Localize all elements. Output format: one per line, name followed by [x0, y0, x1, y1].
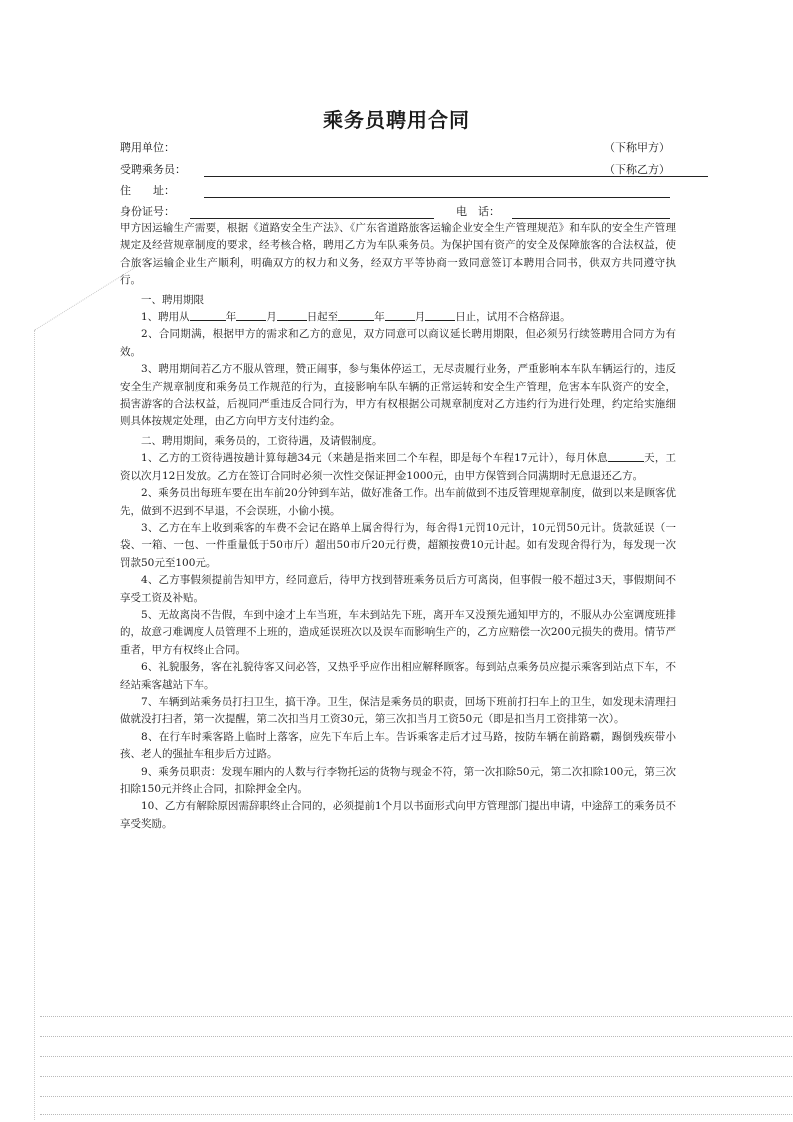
id-phone-field [120, 203, 670, 221]
clause-2-6: 6、礼貌服务，客在礼貌待客又问必答，又热乎乎应作出相应解释顾客。每到站点乘务员应提示乘客到站点下车，不经站乘客越站下车。 [120, 661, 676, 691]
dotted-line-1 [40, 1016, 793, 1017]
blank-end-month [385, 310, 415, 321]
blank-rest-days [608, 451, 644, 462]
clause-2-7: 7、车辆到站乘务员打扫卫生，搞干净。卫生，保洁是乘务员的职责，回场下班前打扫车上的卫生，如发现未清理扫做就没打扫者，第一次提醒，第二次扣当月工资30元，第三次扣当月工资50元（即是扣当月工资排第一次）。 [120, 695, 676, 726]
clause-2-5: 5、无故离岗不告假，车到中途才上车当班，车未到站先下班，离开车又没预先通知甲方的，不服从办公室调度班排的，故意刁难调度人员管理不上班的，造成延误班次以及误车而影响生产的，乙方应赔偿一次200元损失的费用。情节严重者，甲方有权终止合同。 [120, 608, 676, 656]
employer-field [120, 139, 670, 157]
clause-2-1: 1、乙方的工资待遇按趟计算每趟34元（来趟是指来回二个车程，即是每个车程17元计），每月休息 天，工资以次月12日发放。乙方在签订合同时必须一次性交保证押金1000元，由甲方保管到合同满期时无息退还乙方。 [120, 452, 677, 482]
dotted-line-6 [40, 1114, 793, 1115]
employer-note: （下称甲方） [604, 141, 670, 154]
clause-2-9: 9、乘务员职责：发现车厢内的人数与行李物托运的货物与现金不符，第一次扣除50元，第二次扣除100元，第三次扣除150元并终止合同，扣除押金全内。 [120, 765, 676, 795]
dotted-edge-left [34, 330, 35, 1120]
employee-label: 受聘乘务员： [120, 163, 186, 176]
phone-label: 电 话： [456, 205, 500, 218]
clause-1-1: 1、聘用从 年 月 日起至 年 月 日止，试用不合格辞退。 [141, 311, 571, 324]
address-blank-line [204, 197, 670, 198]
address-label: 住 址： [120, 184, 175, 197]
dotted-line-3 [40, 1056, 793, 1057]
employee-field [120, 161, 670, 179]
employer-label: 聘用单位： [120, 141, 175, 154]
blank-end-year [338, 310, 374, 321]
clause-2-10: 10、乙方有解除原因需辞职终止合同的，必须提前1个月以书面形式向甲方管理部门提出申请，中途辞工的乘务员不享受奖励。 [120, 800, 676, 830]
dotted-line-2 [40, 1036, 793, 1037]
dotted-line-5 [40, 1096, 793, 1097]
blank-start-month [236, 310, 266, 321]
phone-blank-line [512, 218, 670, 219]
id-label: 身份证号： [120, 205, 175, 218]
id-blank-line [190, 218, 434, 219]
clause-1-2: 2、合同期满，根据甲方的需求和乙方的意见，双方同意可以商议延长聘用期限，但必须另行续签聘用合同方为有效。 [120, 328, 676, 358]
clause-2-3: 3、乙方在车上收到乘客的车费不会记在路单上属舍得行为，每舍得1元罚10元计，10元罚50元计。货款延误（一袋、一箱、一包、一件重量低于50市斤）超出50市斤20元行费，超额按费10元计起。如有发现舍得行为，每发现一次罚款50元至100元。 [120, 521, 676, 569]
clause-2-8: 8、在行车时乘客路上临时上落客，应先下车后上车。告诉乘客走后才过马路，按防车辆在前路霸，踢倒残疾带小孩、老人的强扯车租步后方过路。 [120, 730, 676, 761]
clause-2-4: 4、乙方事假须提前告知甲方，经同意后，待甲方找到替班乘务员后方可离岗，但事假一般不超过3天，事假期间不享受工资及补贴。 [120, 574, 676, 604]
blank-start-day [277, 310, 307, 321]
dotted-line-4 [40, 1076, 793, 1077]
employee-note: （下称乙方） [604, 163, 670, 176]
blank-end-day [425, 310, 455, 321]
section-1-title: 一、聘用期限 [141, 293, 204, 306]
address-field [120, 182, 670, 200]
intro-paragraph: 甲方因运输生产需要，根据《道路安全生产法》、《广东省道路旅客运输企业安全生产管理规范》和车队的安全生产管理规定及经营规章制度的要求，经考核合格，聘用乙方为车队乘务员。为保护国有资产的安全及保障旅客的合法权益，使合旅客运输企业生产顺利，明确双方的权力和义务，经双方平等协商一致同意签订本聘用合同书，供双方共同遵守执行。 [120, 222, 676, 287]
section-2-title: 二、聘用期间，乘务员的，工资待遇，及请假制度。 [141, 434, 383, 447]
clause-1-3: 3、聘用期间若乙方不服从管理，赞正闹事，参与集体停运工，无尽责履行业务，严重影响本车队车辆运行的，违反安全生产规章制度和乘务员工作规范的行为，直接影响车队车辆的正常运转和安全生产管理，危害本车队资产的安全，损害游客的合法权益，后视同严重违反合同行为，甲方有权根据公司规章制度对乙方违约行为进行处理，约定给实施细则具体按规定处理，由乙方向甲方支付违约金。 [120, 363, 676, 428]
contract-body [120, 220, 676, 833]
document-title: 乘务员聘用合同 [323, 108, 470, 132]
blank-start-year [190, 310, 226, 321]
clause-2-2: 2、乘务员出每班车要在出车前20分钟到车站，做好准备工作。出车前做到不违反管理规章制度，做到以来是顾客优先，做到不迟到不早退，不会误班，小偷小摸。 [120, 487, 676, 517]
